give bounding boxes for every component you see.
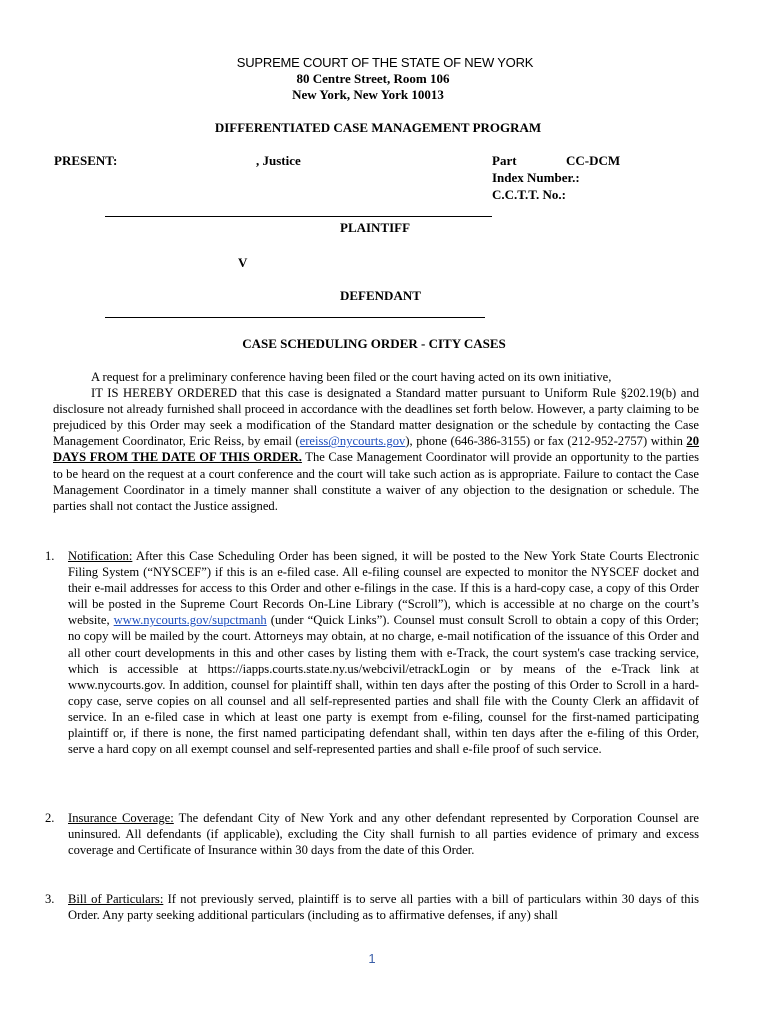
present-label: PRESENT:	[54, 153, 118, 168]
part-label: Part	[492, 153, 517, 168]
item-heading: Notification:	[68, 549, 133, 563]
plaintiff-label: PLAINTIFF	[340, 220, 411, 235]
item-number: 1.	[45, 549, 55, 563]
intro-order-text	[53, 386, 699, 513]
cctt-number-label: C.C.T.T. No.:	[492, 187, 566, 202]
item-number: 3.	[45, 892, 55, 906]
court-address-line2: New York, New York 10013	[292, 87, 444, 102]
deadline-emphasis: 20 DAYS FROM THE DATE OF THIS ORDER.	[53, 434, 700, 465]
item-heading: Insurance Coverage:	[68, 811, 174, 825]
item-body	[68, 891, 699, 923]
item-number: 2.	[45, 811, 55, 825]
email-link[interactable]: ereiss@nycourts.gov	[299, 434, 406, 449]
item-text-continued: (under “Quick Links”). Counsel must consult Scroll to obtain a copy of this Order; no copy will be mailed by the court. Attorneys may obtain, at no charge, e-mail notification of the issuance of this Order and all other court developments in this and other cases by listing them with e-Track, the court system's case tracking service, which is accessible at https://iapps.courts.state.ny.us/webcivil/etrackLogin or by means of the e-Track link at www.nycourts.gov. In addition, counsel for plaintiff shall, within ten days after the posting of this Order to Scroll in a hard-copy case, serve copies on all counsel and all self-represented parties and shall file with the County Clerk an affidavit of service. In an e-filed case in which at least one party is exempt from e-filing, counsel for the first-named participating plaintiff or, if there is none, the first named participating defendant shall, within ten days after the e-filing of this Order, serve a hard copy on all exempt counsel and self-represented parties and shall e-file proof of such service.	[68, 613, 699, 757]
item-text: If not previously served, plaintiff is to serve all parties with a bill of particulars within 30 days of this Order. Any party seeking additional particulars (including as to affirmative defenses, if any) shall	[68, 892, 699, 923]
versus-label: V	[238, 255, 248, 270]
list-item-notification	[45, 548, 699, 757]
program-title: DIFFERENTIATED CASE MANAGEMENT PROGRAM	[214, 120, 542, 135]
intro-line-1: A request for a preliminary conference having been filed or the court having acted on its own initiative,	[91, 370, 612, 384]
index-number-label: Index Number.:	[492, 170, 580, 185]
court-address-line1: 80 Centre Street, Room 106	[296, 71, 450, 86]
order-text-mid: ), phone (646-386-3155) or fax (212-952-2757) within	[405, 434, 687, 449]
defendant-signature-line	[105, 317, 485, 318]
plaintiff-signature-line	[105, 216, 492, 217]
order-title: CASE SCHEDULING ORDER - CITY CASES	[242, 336, 506, 351]
defendant-label: DEFENDANT	[340, 288, 421, 303]
justice-label: , Justice	[256, 153, 301, 168]
item-body	[68, 810, 699, 858]
item-text: After this Case Scheduling Order has been signed, it will be posted to the New York State Courts Electronic Filing System (“NYSCEF”) if this is an e-filed case. All e-filing counsel are expected to monitor the NYSCEF docket and their e-mail addresses for access to this Order and other e-filings in the case. If this is a hard-copy case, a copy of this Order will be posted in the Supreme Court Records On-Line Library (“Scroll”), which is accessible at no charge on the court’s website,	[68, 549, 699, 628]
order-text-start: IT IS HEREBY ORDERED that this case is designated a Standard matter pursuant to Uniform Rule §202.19(b) and disclosure not already furnished shall proceed in accordance with the deadlines set forth below. However, a party claiming to be prejudiced by this Order may seek a modification of the Standard matter designation or the schedule by contacting the Case Management Coordinator, Eric Reiss, by email (	[53, 386, 699, 449]
item-heading: Bill of Particulars:	[68, 892, 164, 906]
list-item-bill-of-particulars	[45, 891, 699, 923]
list-item-insurance-coverage	[45, 810, 699, 858]
intro-paragraph	[53, 369, 699, 514]
order-text-end: The Case Management Coordinator will provide an opportunity to the parties to be heard on the request at a court conference and the court will take such action as is appropriate. Failure to contact the Case Management Coordinator in a timely manner shall constitute a waiver of any objection to the designation or schedule. The parties shall not contact the Justice assigned.	[53, 450, 699, 513]
part-value: CC-DCM	[566, 153, 621, 168]
item-body	[68, 548, 699, 757]
item-text: The defendant City of New York and any other defendant represented by Corporation Counsel are uninsured. All defendants (if applicable), excluding the City shall furnish to all parties evidence of primary and excess coverage and Certificate of Insurance within 30 days from the date of this Order.	[68, 811, 699, 858]
court-name: SUPREME COURT OF THE STATE OF NEW YORK	[236, 55, 534, 70]
scroll-website-link[interactable]: www.nycourts.gov/supctmanh	[113, 613, 267, 628]
page-number: 1	[368, 951, 376, 966]
